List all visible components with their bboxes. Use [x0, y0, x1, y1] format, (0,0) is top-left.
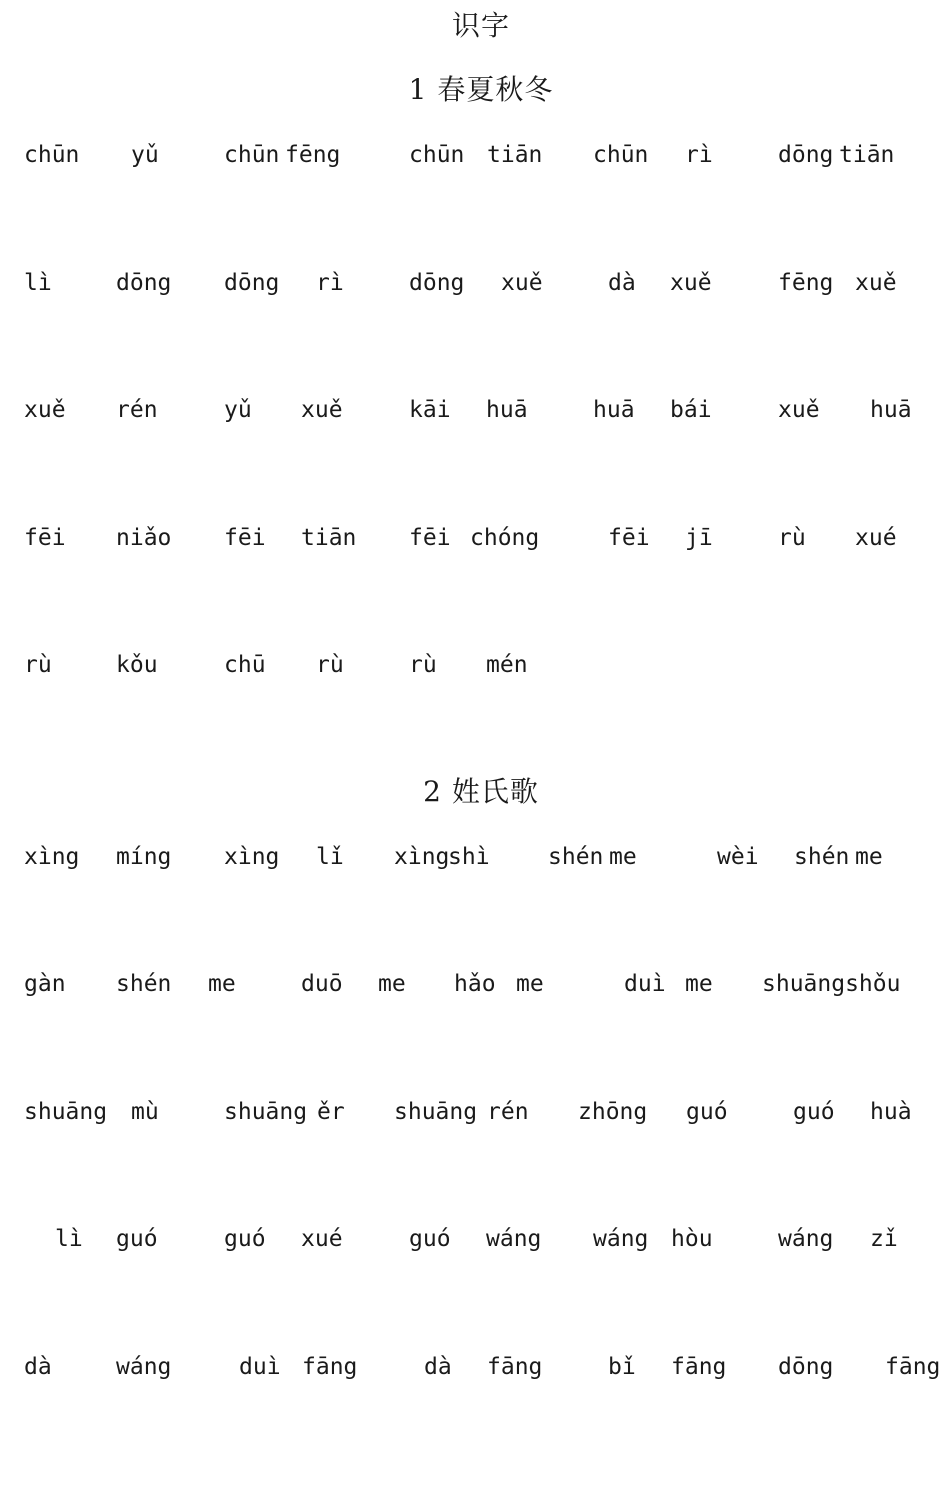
- pinyin-word: [224, 967, 406, 1001]
- pinyin-syllable: shén: [794, 844, 850, 870]
- pinyin-syllable: huā: [486, 397, 528, 423]
- pinyin-syllable: shuāng: [224, 1099, 308, 1125]
- lesson-2-heading: 2 姓氏歌: [423, 775, 539, 808]
- pinyin-word: [224, 393, 390, 427]
- pinyin-word: [409, 967, 575, 1001]
- pinyin-syllable: bǐ: [608, 1354, 636, 1380]
- pinyin-word: [24, 840, 190, 874]
- pinyin-word: [224, 840, 390, 874]
- pinyin-syllable: xué: [855, 525, 897, 551]
- pinyin-syllable: xuě: [670, 270, 712, 296]
- pinyin-syllable: duì: [624, 971, 666, 997]
- pinyin-syllable: yǔ: [131, 142, 159, 168]
- pinyin-syllable: zhōng: [578, 1099, 648, 1125]
- pinyin-word: [778, 138, 918, 172]
- pinyin-syllable: xuě: [855, 270, 897, 296]
- pinyin-syllable: xuě: [24, 397, 66, 423]
- pinyin-syllable: xìng: [224, 844, 280, 870]
- pinyin-word: [24, 521, 190, 555]
- pinyin-word: [224, 648, 390, 682]
- pinyin-word: [778, 266, 918, 300]
- pinyin-syllable: fāng: [487, 1354, 543, 1380]
- pinyin-syllable: niǎo: [116, 525, 172, 551]
- pinyin-syllable: tiān: [487, 142, 543, 168]
- pinyin-word: [717, 840, 918, 874]
- pinyin-syllable: chūn: [224, 142, 280, 168]
- pinyin-syllable: fāng: [302, 1354, 358, 1380]
- pinyin-syllable: shuāng: [394, 1099, 478, 1125]
- pinyin-word: [394, 1095, 575, 1129]
- pinyin-word: [409, 521, 575, 555]
- pinyin-word: [593, 521, 759, 555]
- pinyin-word: [409, 266, 575, 300]
- lesson-1-heading: 1 春夏秋冬: [408, 73, 554, 106]
- pinyin-syllable: rén: [116, 397, 158, 423]
- pinyin-word: [593, 266, 759, 300]
- pinyin-syllable: hòu: [671, 1226, 713, 1252]
- pinyin-syllable: me: [378, 971, 406, 997]
- pinyin-word: [24, 967, 236, 1001]
- pinyin-syllable: xué: [301, 1226, 343, 1252]
- pinyin-word: [24, 648, 190, 682]
- pinyin-syllable: fēi: [24, 525, 66, 551]
- pinyin-syllable: xuě: [778, 397, 820, 423]
- pinyin-syllable: rì: [685, 142, 713, 168]
- pinyin-syllable: huā: [870, 397, 912, 423]
- pinyin-syllable: guó: [793, 1099, 835, 1125]
- pinyin-syllable: rù: [316, 652, 344, 678]
- pinyin-syllable: shén: [548, 844, 604, 870]
- pinyin-word: [224, 266, 390, 300]
- pinyin-syllable: míng: [116, 844, 172, 870]
- pinyin-syllable: xuě: [501, 270, 543, 296]
- pinyin-syllable: tiān: [839, 142, 895, 168]
- pinyin-syllable: huā: [593, 397, 635, 423]
- pinyin-syllable: rù: [778, 525, 806, 551]
- pinyin-syllable: dōng: [224, 270, 280, 296]
- pinyin-word: [593, 138, 759, 172]
- pinyin-syllable: guó: [116, 1226, 158, 1252]
- pinyin-word: [24, 1095, 190, 1129]
- word-row: [0, 521, 950, 555]
- pinyin-word: [24, 1222, 190, 1256]
- pinyin-syllable: jī: [685, 525, 713, 551]
- pinyin-syllable: rén: [487, 1099, 529, 1125]
- pinyin-syllable: guó: [686, 1099, 728, 1125]
- pinyin-syllable: gàn: [24, 971, 66, 997]
- pinyin-word: [224, 1095, 390, 1129]
- pinyin-syllable: chū: [224, 652, 266, 678]
- pinyin-syllable: me: [208, 971, 236, 997]
- pinyin-syllable: chóng: [470, 525, 540, 551]
- pinyin-word: [224, 138, 390, 172]
- pinyin-word: [409, 138, 575, 172]
- pinyin-syllable: chūn: [593, 142, 649, 168]
- pinyin-syllable: dà: [424, 1354, 452, 1380]
- pinyin-syllable: rù: [409, 652, 437, 678]
- pinyin-syllable: chūn: [409, 142, 465, 168]
- pinyin-word: [409, 648, 575, 682]
- pinyin-word: [24, 393, 190, 427]
- pinyin-syllable: wáng: [486, 1226, 542, 1252]
- pinyin-syllable: wáng: [116, 1354, 172, 1380]
- pinyin-syllable: duì: [239, 1354, 281, 1380]
- pinyin-syllable: bái: [670, 397, 712, 423]
- pinyin-word: [762, 967, 918, 1001]
- pinyin-syllable: lì: [24, 270, 52, 296]
- pinyin-word: [24, 266, 190, 300]
- pinyin-word: [409, 1222, 575, 1256]
- pinyin-word: [593, 967, 759, 1001]
- pinyin-syllable: kāi: [409, 397, 451, 423]
- pinyin-syllable: lǐ: [316, 844, 344, 870]
- word-row: [0, 648, 950, 682]
- word-row: [0, 266, 950, 300]
- pinyin-syllable: me: [855, 844, 883, 870]
- page-title: 识字: [451, 9, 510, 42]
- pinyin-syllable: hǎo: [454, 971, 496, 997]
- pinyin-syllable: rù: [24, 652, 52, 678]
- pinyin-syllable: xìng: [24, 844, 80, 870]
- pinyin-syllable: fēi: [224, 525, 266, 551]
- pinyin-syllable: yǔ: [224, 397, 252, 423]
- pinyin-syllable: me: [685, 971, 713, 997]
- pinyin-word: [224, 1222, 390, 1256]
- pinyin-syllable: fēng: [778, 270, 834, 296]
- pinyin-syllable: guó: [409, 1226, 451, 1252]
- pinyin-syllable: guó: [224, 1226, 266, 1252]
- pinyin-syllable: dōng: [778, 142, 834, 168]
- pinyin-word: [409, 1350, 575, 1384]
- word-row: [0, 138, 950, 172]
- pinyin-syllable: rì: [316, 270, 344, 296]
- pinyin-syllable: dōng: [409, 270, 465, 296]
- pinyin-syllable: dà: [608, 270, 636, 296]
- pinyin-syllable: shuāngshǒu: [762, 971, 901, 997]
- pinyin-syllable: dōng: [778, 1354, 834, 1380]
- pinyin-syllable: mù: [131, 1099, 159, 1125]
- pinyin-syllable: fāng: [885, 1354, 941, 1380]
- pinyin-syllable: dà: [24, 1354, 52, 1380]
- pinyin-word: [24, 1350, 190, 1384]
- pinyin-word: [224, 521, 390, 555]
- pinyin-syllable: fēng: [285, 142, 341, 168]
- pinyin-word: [778, 521, 918, 555]
- pinyin-syllable: fēi: [409, 525, 451, 551]
- pinyin-syllable: wèi: [717, 844, 759, 870]
- pinyin-word: [578, 1095, 759, 1129]
- pinyin-syllable: kǒu: [116, 652, 158, 678]
- pinyin-word: [778, 1095, 918, 1129]
- pinyin-syllable: tiān: [301, 525, 357, 551]
- pinyin-syllable: shuāng: [24, 1099, 108, 1125]
- word-row: [0, 1222, 950, 1256]
- word-row: [0, 1350, 950, 1384]
- word-row: [0, 393, 950, 427]
- pinyin-word: [778, 393, 918, 427]
- pinyin-syllable: me: [609, 844, 637, 870]
- pinyin-word: [593, 1350, 759, 1384]
- pinyin-word: [593, 1222, 759, 1256]
- pinyin-word: [593, 393, 759, 427]
- pinyin-syllable: duō: [301, 971, 343, 997]
- pinyin-syllable: dōng: [116, 270, 172, 296]
- pinyin-syllable: me: [516, 971, 544, 997]
- pinyin-syllable: zǐ: [870, 1226, 898, 1252]
- word-row: [0, 967, 950, 1001]
- pinyin-word: [224, 1350, 390, 1384]
- pinyin-syllable: wáng: [593, 1226, 649, 1252]
- word-row: [0, 840, 950, 874]
- pinyin-word: [778, 1350, 941, 1384]
- pinyin-syllable: xìng: [394, 844, 450, 870]
- pinyin-syllable: shén: [116, 971, 172, 997]
- pinyin-syllable: lì: [55, 1226, 83, 1252]
- pinyin-syllable: shì: [448, 844, 490, 870]
- word-row: [0, 1095, 950, 1129]
- pinyin-word: [24, 138, 190, 172]
- pinyin-syllable: mén: [486, 652, 528, 678]
- pinyin-word: [778, 1222, 918, 1256]
- pinyin-syllable: wáng: [778, 1226, 834, 1252]
- pinyin-syllable: ěr: [317, 1099, 345, 1125]
- pinyin-syllable: xuě: [301, 397, 343, 423]
- pinyin-word: [409, 393, 575, 427]
- pinyin-syllable: chūn: [24, 142, 80, 168]
- pinyin-syllable: fēi: [608, 525, 650, 551]
- pinyin-syllable: huà: [870, 1099, 912, 1125]
- pinyin-syllable: fāng: [671, 1354, 727, 1380]
